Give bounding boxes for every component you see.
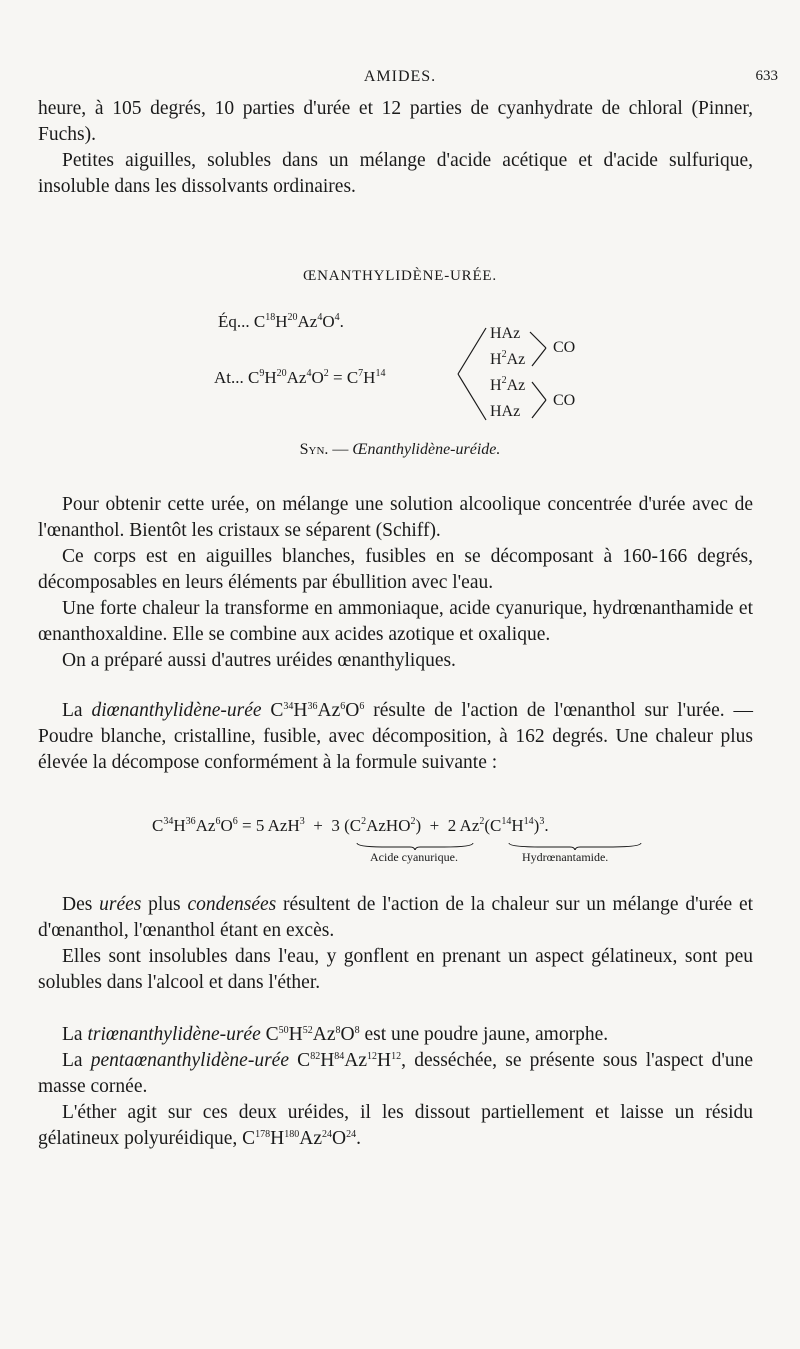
structure-row: $H^2Az$ bbox=[490, 349, 526, 368]
paragraph: La triœnanthylidène-urée $C^{50}H^{52}Az^8O^8$ est une poudre jaune, amorphe. bbox=[62, 1024, 609, 1045]
paragraph: Ce corps est en aiguilles blanches, fusibles en se décomposant à 160-166 degrés, décomposables en leurs éléments par ébullition avec l'eau. bbox=[38, 546, 753, 593]
compound-name: triœnanthylidène-urée bbox=[87, 1024, 261, 1045]
paragraph: heure, à 105 degrés, 10 parties d'urée et 12 parties de cyanhydrate de chloral (Pinner, Fuchs). bbox=[38, 98, 753, 145]
paragraph: Des urées plus condensées résultent de l'action de la chaleur sur un mélange d'urée et d'œnanthol, l'œnanthol étant en excès. bbox=[38, 894, 754, 941]
structure-row: HAz bbox=[490, 403, 521, 420]
paragraph: La diœnanthylidène-urée $C^{34}H^{36}Az^6O^6$ résulte de l'action de l'œnanthol sur l'urée. — Poudre blanche, cristalline, fusible, avec décomposition, à 162 degrés. Une chaleur plus élevée la décompose conformément à la formule suivante : bbox=[38, 700, 754, 773]
formula-label: Acide cyanurique. bbox=[370, 850, 458, 864]
underbrace bbox=[508, 842, 642, 850]
atomic-formula: At... $C^9H^{20}Az^4O^2 = C^7H^{14}$ bbox=[214, 368, 386, 387]
synonym-value: Œnanthylidène-uréide. bbox=[352, 441, 501, 458]
paragraph-block-1 bbox=[38, 96, 753, 200]
structure-row: HAz bbox=[490, 325, 521, 342]
paragraph: On a préparé aussi d'autres uréides œnanthyliques. bbox=[62, 650, 456, 671]
section-heading: ŒNANTHYLIDÈNE-URÉE. bbox=[303, 268, 497, 284]
structure-row: $H^2Az$ bbox=[490, 375, 526, 394]
page-number: 633 bbox=[755, 68, 778, 84]
paragraph: Elles sont insolubles dans l'eau, y gonflent en prenant un aspect gélatineux, sont peu solubles dans l'alcool et dans l'éther. bbox=[38, 946, 753, 993]
compound-name: diœnanthylidène-urée bbox=[91, 700, 262, 721]
atomic-label: At... bbox=[214, 368, 244, 387]
paragraph: Petites aiguilles, solubles dans un mélange d'acide acétique et d'acide sulfurique, insoluble dans les dissolvants ordinaires. bbox=[38, 150, 753, 197]
paragraph-dioenanthylidene bbox=[38, 698, 753, 776]
paragraph-condensed bbox=[38, 892, 753, 996]
running-header: AMIDES. bbox=[363, 68, 437, 85]
paragraph: Pour obtenir cette urée, on mélange une solution alcoolique concentrée d'urée avec de l'œnanthol. Bientôt les cristaux se séparent (Schiff). bbox=[38, 494, 753, 541]
equals-sign: = bbox=[332, 368, 343, 387]
paragraph: Une forte chaleur la transforme en ammoniaque, acide cyanurique, hydrœnanthamide et œnanthoxaldine. Elle se combine aux acides azotique et oxalique. bbox=[38, 598, 753, 645]
equivalent-formula: Éq... $C^{18}H^{20}Az^4O^4$. bbox=[218, 312, 344, 331]
decomposition-formula: $C^{34}H^{36}Az^6O^6 = 5$ AzH$^3$ + 3 $(C^2AzHO^2) + 2$ $Az^2(C^{14}H^{14})^3$. bbox=[152, 816, 549, 835]
synonym-label: Syn. — bbox=[299, 441, 349, 458]
compound-name: pentaœnanthylidène-urée bbox=[90, 1050, 289, 1071]
carbonyl-label: CO bbox=[553, 339, 576, 356]
formula-label: Hydrœnantamide. bbox=[522, 850, 609, 864]
underbrace bbox=[356, 842, 474, 850]
synonym-line bbox=[0, 441, 800, 459]
paragraph-block-2 bbox=[38, 492, 753, 674]
equivalent-label: Éq... bbox=[218, 312, 250, 331]
paragraph: L'éther agit sur ces deux uréides, il les dissout partiellement et laisse un résidu gélatineux polyuréidique, $C^{178}H^{180}Az^{24}O^{24}$. bbox=[38, 1102, 753, 1149]
paragraph-tri-penta bbox=[38, 1022, 753, 1152]
paragraph: La pentaœnanthylidène-urée $C^{82}H^{84}Az^{12}H^{12}$, desséchée, se présente sous l'aspect d'une masse cornée. bbox=[38, 1050, 753, 1097]
carbonyl-label: CO bbox=[553, 392, 576, 409]
